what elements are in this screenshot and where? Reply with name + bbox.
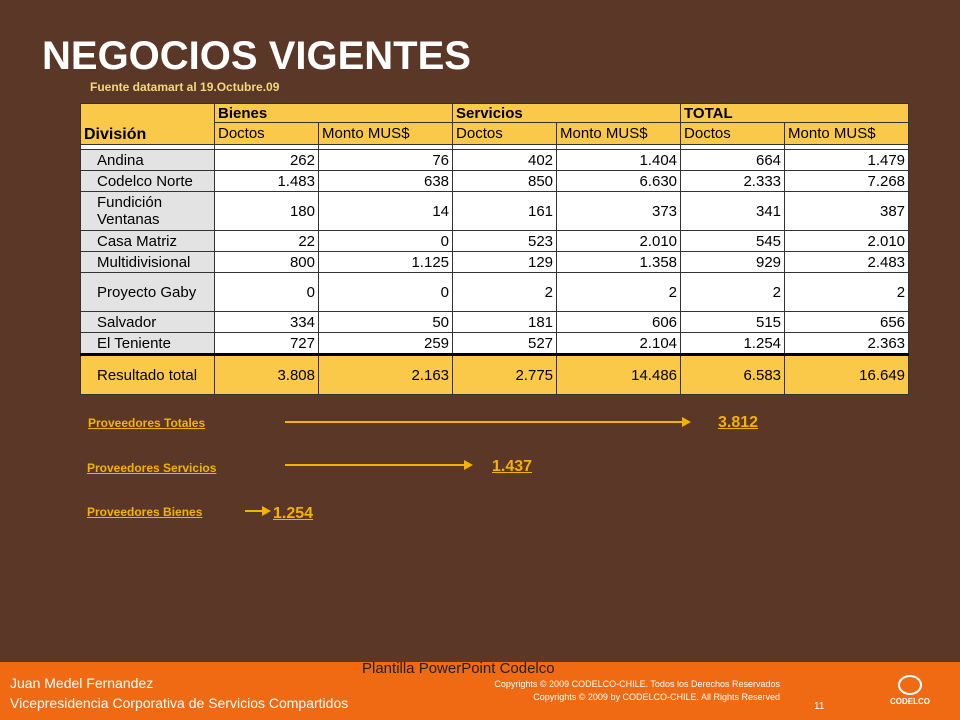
division-cell: Fundición Ventanas: [81, 192, 215, 231]
value-cell: 2: [785, 273, 909, 312]
value-cell: 2.333: [681, 171, 785, 192]
value-cell: 1.404: [557, 150, 681, 171]
value-cell: 262: [215, 150, 319, 171]
table-row: [81, 312, 909, 333]
value-cell: 1.358: [557, 252, 681, 273]
value-cell: 2.363: [785, 333, 909, 355]
subheader: Monto MUS$: [319, 123, 453, 145]
proveedores-bienes-label: Proveedores Bienes: [87, 505, 203, 519]
header-row-groups: [81, 104, 909, 123]
value-cell: 545: [681, 231, 785, 252]
codelco-logo-text: CODELCO: [890, 697, 930, 706]
subheader: Doctos: [681, 123, 785, 145]
value-cell: 527: [453, 333, 557, 355]
subheader: Doctos: [453, 123, 557, 145]
value-cell: 1.483: [215, 171, 319, 192]
value-cell: 341: [681, 192, 785, 231]
arrow-totales: [285, 421, 683, 423]
value-cell: 2.010: [557, 231, 681, 252]
arrow-servicios: [285, 464, 465, 466]
subheader: Monto MUS$: [785, 123, 909, 145]
value-cell: 0: [319, 231, 453, 252]
value-cell: 334: [215, 312, 319, 333]
page-number: 11: [814, 701, 825, 712]
total-value-cell: 16.649: [785, 355, 909, 395]
business-table: [80, 103, 909, 395]
subheader: Monto MUS$: [557, 123, 681, 145]
value-cell: 2: [453, 273, 557, 312]
page-title: NEGOCIOS VIGENTES: [42, 34, 471, 78]
value-cell: 387: [785, 192, 909, 231]
footer-copyright: [430, 678, 780, 704]
value-cell: 161: [453, 192, 557, 231]
proveedores-totales-label: Proveedores Totales: [88, 416, 206, 430]
division-cell: Salvador: [81, 312, 215, 333]
value-cell: 929: [681, 252, 785, 273]
value-cell: 402: [453, 150, 557, 171]
table-row: [81, 231, 909, 252]
value-cell: 2: [557, 273, 681, 312]
table-row: [81, 171, 909, 192]
value-cell: 50: [319, 312, 453, 333]
source-note: Fuente datamart al 19.Octubre.09: [90, 80, 280, 94]
footer-department: Vicepresidencia Corporativa de Servicios Compartidos: [10, 695, 349, 711]
value-cell: 7.268: [785, 171, 909, 192]
copyright-en: Copyrights © 2009 by CODELCO-CHILE. All Rights Reserved: [533, 692, 780, 702]
total-value-cell: 3.808: [215, 355, 319, 395]
value-cell: 181: [453, 312, 557, 333]
division-header: División: [81, 104, 215, 145]
codelco-logo: [886, 675, 934, 706]
total-row: [81, 355, 909, 395]
division-cell: Casa Matriz: [81, 231, 215, 252]
total-value-cell: 2.163: [319, 355, 453, 395]
total-value-cell: 14.486: [557, 355, 681, 395]
footer-author: Juan Medel Fernandez: [10, 675, 154, 691]
table-row: [81, 333, 909, 355]
total-label: Resultado total: [81, 355, 215, 395]
division-cell: Proyecto Gaby: [81, 273, 215, 312]
value-cell: 2: [681, 273, 785, 312]
total-value-cell: 6.583: [681, 355, 785, 395]
table-body: [81, 145, 909, 395]
value-cell: 800: [215, 252, 319, 273]
value-cell: 727: [215, 333, 319, 355]
table-row: [81, 192, 909, 231]
value-cell: 129: [453, 252, 557, 273]
division-cell: Andina: [81, 150, 215, 171]
value-cell: 2.104: [557, 333, 681, 355]
table-row: [81, 150, 909, 171]
value-cell: 638: [319, 171, 453, 192]
table-row: [81, 273, 909, 312]
value-cell: 0: [215, 273, 319, 312]
value-cell: 656: [785, 312, 909, 333]
proveedores-servicios-value: 1.437: [492, 458, 533, 475]
subheader: Doctos: [215, 123, 319, 145]
value-cell: 2.483: [785, 252, 909, 273]
proveedores-bienes-value: 1.254: [273, 505, 314, 522]
value-cell: 14: [319, 192, 453, 231]
footer-author-block: [10, 673, 348, 713]
value-cell: 606: [557, 312, 681, 333]
proveedores-totales-value: 3.812: [718, 414, 759, 431]
value-cell: 515: [681, 312, 785, 333]
table-row: [81, 252, 909, 273]
value-cell: 850: [453, 171, 557, 192]
value-cell: 2.010: [785, 231, 909, 252]
total-value-cell: 2.775: [453, 355, 557, 395]
proveedores-servicios-label: Proveedores Servicios: [87, 461, 217, 475]
value-cell: 1.479: [785, 150, 909, 171]
value-cell: 0: [319, 273, 453, 312]
group-servicios: Servicios: [453, 104, 681, 123]
group-total: TOTAL: [681, 104, 909, 123]
value-cell: 22: [215, 231, 319, 252]
value-cell: 523: [453, 231, 557, 252]
division-cell: Codelco Norte: [81, 171, 215, 192]
value-cell: 1.254: [681, 333, 785, 355]
value-cell: 1.125: [319, 252, 453, 273]
codelco-logo-icon: [898, 675, 922, 695]
value-cell: 6.630: [557, 171, 681, 192]
group-bienes: Bienes: [215, 104, 453, 123]
copyright-es: Copyrights © 2009 CODELCO-CHILE. Todos los Derechos Reservados: [494, 679, 780, 689]
value-cell: 76: [319, 150, 453, 171]
division-cell: Multidivisional: [81, 252, 215, 273]
footer-template: Plantilla PowerPoint Codelco: [362, 660, 555, 677]
value-cell: 180: [215, 192, 319, 231]
value-cell: 664: [681, 150, 785, 171]
value-cell: 259: [319, 333, 453, 355]
division-cell: El Teniente: [81, 333, 215, 355]
arrow-bienes: [245, 510, 263, 512]
value-cell: 373: [557, 192, 681, 231]
